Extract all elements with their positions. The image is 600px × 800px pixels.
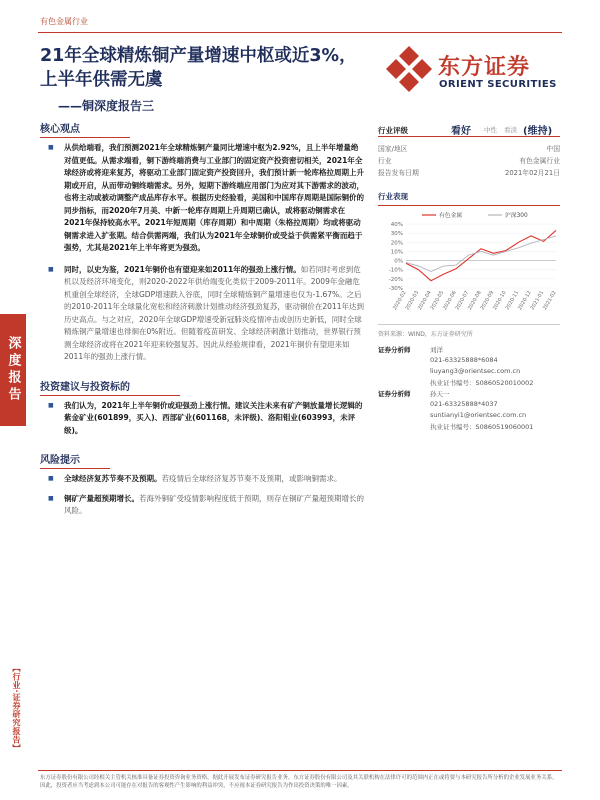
rating-label: 行业评级: [378, 126, 408, 135]
bullet-text: 若海外铜矿受疫情影响程度低于预期，则存在铜矿产量超预期增长的风险。: [64, 493, 364, 515]
analyst-email-row: [378, 366, 560, 377]
analyst-name-row: [378, 344, 560, 355]
bullet-strong: 同时，以史为鉴，2021年铜价也有望迎来如2011年的强劲上涨行情。: [64, 264, 301, 274]
series-line: [406, 236, 556, 272]
y-tick-label: -30%: [388, 286, 403, 292]
analyst-name-row: [378, 388, 560, 399]
logo-text-cn: 东方证券: [438, 55, 531, 80]
core-bullet: [40, 142, 364, 255]
main-content: [40, 120, 364, 518]
analyst-role: 证券分析师: [378, 346, 411, 354]
footer-rule: [38, 770, 562, 771]
analyst-phone-row: [378, 355, 560, 366]
x-tick-label: 2020-12: [517, 290, 533, 312]
x-tick-label: 2020-07: [454, 290, 471, 312]
y-tick-label: 40%: [390, 222, 403, 228]
x-tick-label: 2020-10: [492, 290, 508, 312]
y-tick-label: 20%: [390, 240, 403, 247]
section-heading-risk: 风险提示: [40, 451, 110, 469]
analyst-phone: 021-63325888*6084: [430, 356, 498, 364]
x-tick-label: 2020-03: [404, 290, 421, 312]
orient-logo-icon: [384, 44, 434, 94]
analyst-cert: 执业证书编号：S0860520010002: [430, 379, 534, 387]
info-value: 2021年02月21日: [505, 169, 560, 177]
x-tick-label: 2020-09: [479, 290, 496, 312]
series-line: [406, 230, 556, 280]
x-tick-label: 2020-02: [392, 290, 408, 312]
info-key: 报告发布日期: [378, 169, 419, 177]
risk-bullet: [40, 473, 364, 486]
core-bullet: [40, 264, 364, 364]
x-tick-label: 2021-01: [529, 290, 546, 312]
analyst-cert-row: [378, 377, 560, 388]
x-tick-label: 2020-11: [504, 290, 521, 312]
info-key: 国家/地区: [378, 145, 408, 153]
footer-disclaimer: 东方证券股份有限公司经相关主管机关核准具备证券投资咨询业务资格，据此开展发布证券研究报告业务。东方证券股份有限公司及其关联机构在法律许可的范围内正在或将要与本研究报告所分析的企业发展业务关系。因此，投资者应当考虑到本公司可能存在对报告的客观性产生影响的利益冲突，不应视本证券研究报告为作出投资决策的唯一因素。: [40, 775, 558, 789]
y-tick-label: -20%: [388, 276, 403, 283]
x-tick-label: 2020-04: [417, 290, 433, 312]
section-heading-invest: 投资建议与投资标的: [40, 378, 180, 396]
analyst-phone-row: [378, 399, 560, 410]
report-category: 有色金属行业: [40, 17, 88, 26]
bullet-strong: 从供给端看，我们预测2021年全球精炼铜产量同比增速中枢为2.92%，且上半年增量绝对值更低。从需求端看，铜下游终端消费与工业部门的固定资产投资密切相关，2021年全球经济或将迎来复苏，将驱动工业部门固定资产投资回升，我们预计新一轮库格拉周期上升期或开启，从而带动铜终端需求。另外，短期下游终端应用部门为应对其下游需求的波动，也将主动或被动调整产成品库存水平。根据历史经验看，美国和中国库存周期是国际铜价的同步指标，而2020年7月美、中新一轮库存周期上升周期已确认，或将驱动铜需求在2021年保持较高水平。2021年短周期（库存周期）和中周期（朱格拉周期）均或将驱动铜需求进入扩张期。结合供需两端，我们认为2021年全球铜价或受益于供需紧平衡而趋于强势，尤其是2021年上半年将更为强劲。: [64, 143, 364, 252]
legend-label: 有色金属: [439, 213, 463, 219]
analyst-name: 孙天一: [430, 390, 450, 398]
analyst-name: 刘洋: [430, 346, 443, 354]
company-logo: [384, 44, 560, 100]
side-tab-deep-report: 深度报告: [0, 314, 26, 426]
report-subtitle: ——铜深度报告三: [58, 99, 155, 113]
bullet-text: 如若同时考虑到危机以及经济环境变化，则2020-2022年供给端变化类似于2009-2011年。2009年金融危机重创全球经济，全球GDP增速跌入谷底，同时全球精炼铜产量增速也仅为-1.67%。之后的2010-2011年全球量化宽松和经济刺激计划推动经济强劲复苏，驱动铜价在2011年达到历史高点。与之对应，2020年全球GDP增速受新冠肺炎疫情冲击或创历史新低，同时全球精炼铜产量增速也徘徊在0%附近。但随着疫苗研发、全球经济刺激计划推动，世界银行预测全球经济或将在2021年迎来较强复苏。因此从经验规律看，2021年铜价有望迎来如2011年的强劲上涨行情。: [64, 264, 364, 361]
info-row-industry: [378, 153, 560, 165]
sidebar-info: [378, 120, 560, 432]
info-row-date: [378, 165, 560, 177]
analyst-email-row: [378, 410, 560, 421]
info-value: 中国: [546, 145, 560, 153]
invest-bullet: [40, 400, 364, 438]
logo-text-en: ORIENT SECURITIES: [439, 79, 557, 90]
rating-neutral: 中性: [484, 126, 497, 134]
rating-value: 看好: [451, 126, 471, 137]
y-tick-label: 30%: [390, 231, 403, 238]
analyst-role: 证券分析师: [378, 390, 411, 398]
analyst-cert-row: [378, 421, 560, 432]
x-tick-label: 2020-08: [467, 290, 483, 312]
y-tick-label: 10%: [390, 249, 403, 256]
x-tick-label: 2020-06: [442, 290, 458, 312]
info-row-region: [378, 141, 560, 153]
report-title: 21年全球精炼铜产量增速中枢或近3%，上半年供需无虞: [40, 46, 357, 90]
industry-rating: [378, 121, 560, 137]
rating-negative: 看淡: [504, 126, 517, 134]
performance-chart-svg: [378, 208, 560, 320]
legend-label: 沪深300: [505, 213, 528, 219]
bullet-strong: 我们认为，2021年上半年铜价或迎强劲上涨行情。建议关注未来有矿产铜放量增长逻辑的紫金矿业(601899，买入)、西部矿业(601168，未评级)、洛阳钼业(603993，未评级)。: [64, 400, 363, 435]
x-tick-label: 2021-02: [542, 290, 558, 312]
rating-maintain: (维持): [523, 126, 553, 137]
bullet-strong: 全球经济复苏节奏不及预期。: [64, 474, 162, 483]
chart-source: 资料来源：WIND，东方证券研究所: [378, 324, 560, 338]
performance-chart: [378, 208, 560, 320]
x-tick-label: 2020-05: [429, 290, 446, 312]
analyst-phone: 021-63325888*4037: [430, 400, 498, 408]
performance-heading: 行业表现: [378, 191, 560, 206]
analyst-email[interactable]: suntianyi1@orientsec.com.cn: [430, 411, 527, 419]
header-rule: [38, 32, 562, 33]
analyst-email[interactable]: liuyang3@orientsec.com.cn: [430, 367, 521, 375]
analyst-block: [378, 344, 560, 432]
analyst-cert: 执业证书编号：S0860519060001: [430, 423, 534, 431]
y-tick-label: -10%: [388, 267, 403, 274]
risk-bullet: [40, 493, 364, 518]
info-key: 行业: [378, 157, 392, 165]
side-label-report-type: 【行业·证券研究报告】: [12, 664, 21, 753]
bullet-text: 若疫情后全球经济复苏节奏不及预期，或影响铜需求。: [161, 474, 342, 483]
info-value: 有色金属行业: [519, 157, 560, 165]
y-tick-label: 0%: [394, 258, 403, 265]
section-heading-core: 核心观点: [40, 120, 130, 138]
bullet-strong: 铜矿产量超预期增长。: [64, 493, 139, 503]
